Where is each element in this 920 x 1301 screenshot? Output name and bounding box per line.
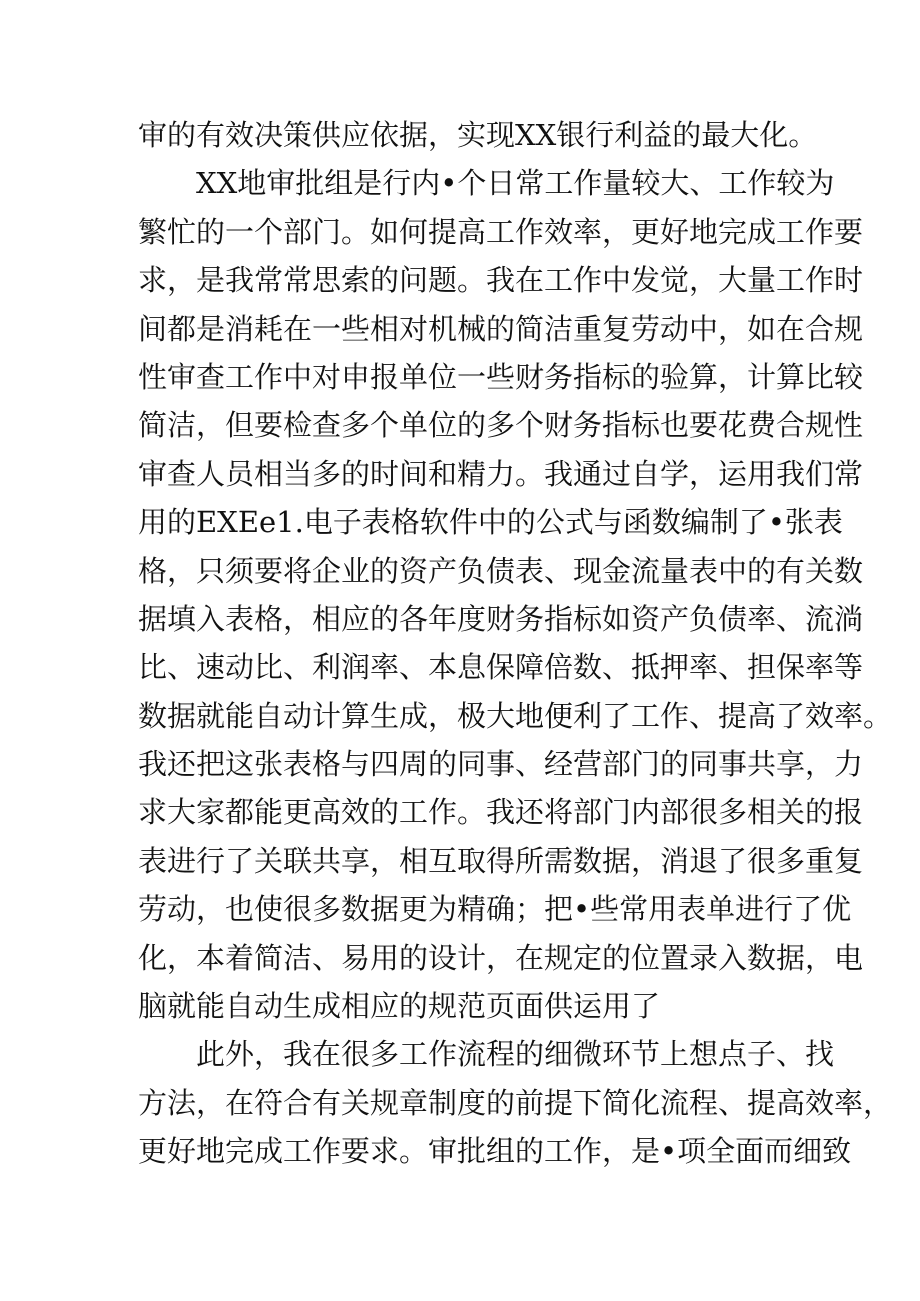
text-line: 表进行了关联共享，相互取得所需数据，消退了很多重复	[138, 843, 864, 878]
document-body	[138, 111, 893, 1176]
paragraph-first-line: 此外，我在很多工作流程的细微环节上想点子、找	[196, 1037, 835, 1072]
text-line: 格，只须要将企业的资产负债表、现金流量表中的有关数	[138, 553, 864, 588]
text-line: 比、速动比、利润率、本息保障倍数、抵押率、担保率等	[138, 650, 864, 685]
text-line: 求大家都能更高效的工作。我还将部门内部很多相关的报	[138, 795, 864, 830]
text-line: 简洁，但要检查多个单位的多个财务指标也要花费合规性	[138, 408, 864, 443]
text-line: 劳动，也使很多数据更为精确；把•些常用表单进行了优	[138, 892, 852, 927]
text-line: 我还把这张表格与四周的同事、经营部门的同事共享，力	[138, 747, 864, 782]
text-line: 方法，在符合有关规章制度的前提下简化流程、提高效率，	[138, 1085, 893, 1120]
text-line: 求，是我常常思索的问题。我在工作中发觉，大量工作时	[138, 263, 864, 298]
text-line: 审的有效决策供应依据，实现XX银行利益的最大化。	[138, 118, 818, 152]
text-line: 审查人员相当多的时间和精力。我通过自学，运用我们常	[138, 456, 864, 491]
text-line: 化，本着简洁、易用的设计，在规定的位置录入数据，电	[138, 940, 864, 975]
text-line: 据填入表格，相应的各年度财务指标如资产负债率、流淌	[138, 601, 864, 636]
text-line: 间都是消耗在一些相对机械的简洁重复劳动中，如在合规	[138, 311, 864, 346]
text-line: 繁忙的一个部门。如何提高工作效率，更好地完成工作要	[138, 214, 864, 249]
paragraph-first-line: XX地审批组是行内•个日常工作量较大、工作较为	[196, 166, 835, 201]
text-line: 脑就能自动生成相应的规范页面供运用了	[138, 989, 661, 1024]
text-line: 更好地完成工作要求。审批组的工作，是•项全面而细致	[138, 1134, 852, 1169]
text-line: 性审查工作中对申报单位一些财务指标的验算，计算比较	[138, 359, 864, 394]
text-line: 用的EXEe1.电子表格软件中的公式与函数编制了•张表	[138, 505, 843, 540]
text-line: 数据就能自动计算生成，极大地便利了工作、提高了效率。	[138, 698, 893, 733]
